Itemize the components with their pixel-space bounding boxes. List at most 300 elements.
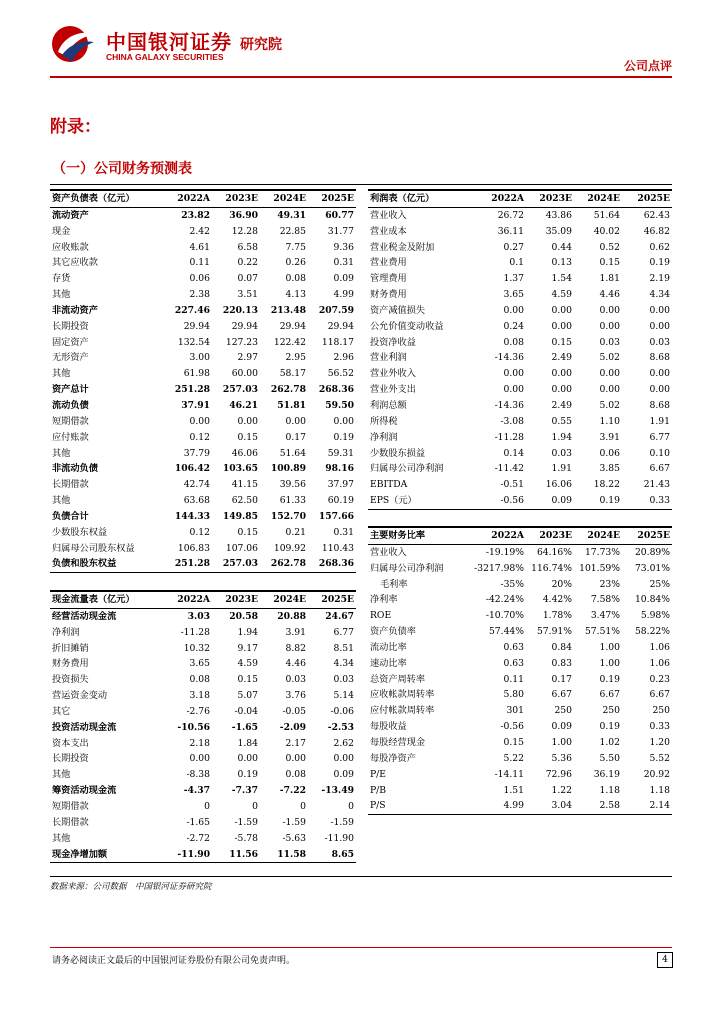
cell-value: 3.65: [503, 289, 524, 301]
cell-value: 118.17: [321, 336, 354, 348]
cell-value: 0.00: [599, 384, 620, 396]
cell-value: 0.12: [189, 526, 210, 538]
cell-value: 2.14: [649, 800, 670, 812]
table-title: 现金流量表（亿元）: [52, 594, 135, 605]
cell-value: 58.22%: [634, 626, 670, 638]
cell-value: -4.37: [183, 785, 210, 797]
table-row: [50, 446, 356, 462]
cell-value: 1.94: [551, 431, 572, 443]
cell-value: 250: [554, 705, 572, 717]
cell-value: 0: [300, 800, 306, 812]
table-row: [368, 751, 672, 767]
table-row: [368, 461, 672, 477]
cell-value: 0.24: [503, 320, 524, 332]
year-header: 2023E: [539, 530, 572, 541]
row-label: 归属母公司净利润: [370, 463, 444, 475]
section-divider: [50, 184, 672, 185]
table-row: [368, 319, 672, 335]
cell-value: 0.52: [599, 241, 620, 253]
row-label: 资产总计: [52, 384, 89, 396]
row-label: 其他: [52, 769, 71, 781]
year-header: 2025E: [637, 193, 670, 204]
table-row: [368, 624, 672, 640]
row-label: 少数股东权益: [52, 526, 108, 538]
cell-value: 62.43: [643, 209, 670, 221]
cell-value: 36.11: [497, 225, 524, 237]
table-row: [50, 430, 356, 446]
cell-value: 0.33: [649, 721, 670, 733]
cell-value: 0.00: [649, 320, 670, 332]
table-row: [368, 207, 672, 223]
cell-value: 3.91: [285, 626, 306, 638]
galaxy-logo-icon: [50, 22, 98, 66]
cell-value: 61.98: [183, 368, 210, 380]
cell-value: 20.58: [229, 610, 258, 622]
section-title: （一）公司财务预测表: [52, 161, 192, 177]
cell-value: 0.09: [551, 495, 572, 507]
cell-value: 0.03: [599, 336, 620, 348]
appendix-title: 附录：: [50, 117, 101, 137]
cell-value: 0.22: [237, 257, 258, 269]
cell-value: 0.00: [503, 368, 524, 380]
cell-value: 0.07: [237, 273, 258, 285]
cell-value: 37.91: [181, 399, 210, 411]
cell-value: 106.42: [174, 463, 210, 475]
cell-value: 2.58: [599, 800, 620, 812]
cell-value: 122.42: [273, 336, 306, 348]
cell-value: 6.77: [649, 431, 670, 443]
cell-value: 8.82: [285, 642, 306, 654]
cell-value: 0.17: [285, 431, 306, 443]
row-label: 长期借款: [52, 479, 89, 491]
cell-value: 101.59%: [579, 562, 620, 574]
row-label: 现金: [52, 225, 71, 237]
cell-value: 220.13: [222, 304, 258, 316]
cell-value: 0.15: [237, 526, 258, 538]
cell-value: 60.77: [325, 209, 354, 221]
cell-value: 2.49: [551, 352, 572, 364]
cell-value: -0.05: [282, 705, 306, 717]
cell-value: -2.09: [279, 721, 306, 733]
table-row: [368, 767, 672, 783]
year-header: 2024E: [587, 530, 620, 541]
cell-value: 5.07: [237, 690, 258, 702]
table-row: [368, 640, 672, 656]
row-label: 长期借款: [52, 816, 89, 828]
cell-value: 0.00: [551, 368, 572, 380]
cell-value: 0.27: [503, 241, 524, 253]
cell-value: 0.14: [503, 447, 524, 459]
cell-value: 0.1: [509, 257, 524, 269]
cell-value: 5.02: [599, 352, 620, 364]
table-row: [50, 641, 356, 657]
cell-value: 5.52: [649, 752, 670, 764]
cell-value: 2.62: [333, 737, 354, 749]
row-label: 非流动负债: [52, 463, 98, 475]
cell-value: 11.56: [229, 848, 258, 860]
row-label: 现金净增加额: [52, 848, 108, 860]
cell-value: 2.95: [285, 352, 306, 364]
cell-value: 18.22: [593, 479, 620, 491]
cell-value: 20.89%: [634, 546, 670, 558]
cell-value: 23%: [599, 578, 620, 590]
cell-value: 0.08: [285, 273, 306, 285]
cell-value: 6.67: [649, 689, 670, 701]
row-label: 投资净收益: [370, 336, 416, 348]
row-label: 长期投资: [52, 320, 89, 332]
row-label: 公允价值变动收益: [370, 320, 444, 332]
cell-value: 0.31: [333, 526, 354, 538]
row-label: 营业收入: [370, 209, 407, 221]
cell-value: 250: [652, 705, 670, 717]
row-label: 投资损失: [52, 674, 89, 686]
cell-value: 10.84%: [634, 594, 670, 606]
cell-value: 4.42%: [542, 594, 572, 606]
cell-value: 58.17: [279, 368, 306, 380]
cell-value: 0.15: [551, 336, 572, 348]
cell-value: 20%: [551, 578, 572, 590]
cell-value: 268.36: [318, 384, 354, 396]
cell-value: 1.54: [551, 273, 572, 285]
cell-value: 4.61: [189, 241, 210, 253]
table-row: [368, 430, 672, 446]
row-label: 其它: [52, 705, 71, 717]
cell-value: 98.16: [325, 463, 354, 475]
row-label: 财务费用: [52, 658, 89, 670]
cell-value: -0.56: [500, 721, 524, 733]
cash-flow-table: [50, 590, 356, 863]
cell-value: 0.12: [189, 431, 210, 443]
cell-value: 7.58%: [590, 594, 620, 606]
cell-value: 2.49: [551, 399, 572, 411]
cell-value: 0.23: [649, 673, 670, 685]
table-row: [50, 509, 356, 525]
cell-value: 25%: [649, 578, 670, 590]
row-label: 营业收入: [370, 546, 407, 558]
cell-value: 301: [506, 705, 524, 717]
cell-value: 0.19: [237, 769, 258, 781]
cell-value: 0: [252, 800, 258, 812]
cell-value: -35%: [500, 578, 524, 590]
table-row: [368, 414, 672, 430]
cell-value: -42.24%: [485, 594, 524, 606]
cell-value: 144.33: [174, 510, 210, 522]
row-label: 所得税: [370, 415, 398, 427]
row-label: P/B: [370, 784, 387, 796]
cell-value: 46.82: [643, 225, 670, 237]
cell-value: 73.01%: [634, 562, 670, 574]
row-label: 经营活动现金流: [52, 610, 117, 622]
table-row: [368, 672, 672, 688]
cell-value: -5.63: [282, 832, 306, 844]
table-row: [50, 831, 356, 847]
cell-value: 1.18: [599, 784, 620, 796]
table-row: [368, 608, 672, 624]
table-row: [50, 382, 356, 398]
table-row: [368, 477, 672, 493]
cell-value: 1.78%: [542, 610, 572, 622]
cell-value: 22.85: [279, 225, 306, 237]
cell-value: -14.36: [494, 399, 524, 411]
table-row: [50, 751, 356, 767]
table-row: [368, 366, 672, 382]
cell-value: 1.20: [649, 736, 670, 748]
cell-value: 2.17: [285, 737, 306, 749]
cell-value: -5.78: [234, 832, 258, 844]
cell-value: -11.90: [324, 832, 354, 844]
balance-sheet-table: [50, 189, 356, 573]
row-label: 营业税金及附加: [370, 241, 435, 253]
cell-value: 39.56: [279, 479, 306, 491]
tables-bottom-divider: [50, 876, 672, 877]
table-row: [50, 525, 356, 541]
cell-value: 0: [204, 800, 210, 812]
row-label: 归属母公司股东权益: [52, 542, 135, 554]
cell-value: -14.11: [494, 768, 524, 780]
table-header-row: [368, 190, 672, 207]
cell-value: 0.19: [599, 673, 620, 685]
cell-value: 3.76: [285, 690, 306, 702]
cell-value: 0.13: [551, 257, 572, 269]
cell-value: -1.59: [234, 816, 258, 828]
row-label: 流动负债: [52, 399, 89, 411]
table-row: [50, 815, 356, 831]
cell-value: 4.13: [285, 289, 306, 301]
row-label: 固定资产: [52, 336, 89, 348]
cell-value: 51.64: [593, 209, 620, 221]
cell-value: 116.74%: [531, 562, 572, 574]
table-row: [50, 608, 356, 624]
cell-value: 8.51: [333, 642, 354, 654]
cell-value: 0.19: [333, 431, 354, 443]
table-row: [50, 366, 356, 382]
cell-value: 0.10: [649, 447, 670, 459]
cell-value: -11.28: [494, 431, 524, 443]
cell-value: 262.78: [270, 384, 306, 396]
cell-value: 103.65: [222, 463, 258, 475]
table-row: [50, 303, 356, 319]
table-row: [50, 255, 356, 271]
cell-value: 1.02: [599, 736, 620, 748]
table-row: [368, 382, 672, 398]
row-label: 无形资产: [52, 352, 89, 364]
row-label: 流动资产: [52, 209, 89, 221]
cell-value: 0.00: [503, 384, 524, 396]
cell-value: 5.36: [551, 752, 572, 764]
cell-value: 51.64: [279, 447, 306, 459]
cell-value: 20.88: [277, 610, 306, 622]
cell-value: 1.84: [237, 737, 258, 749]
cell-value: 0.00: [503, 304, 524, 316]
cell-value: 0.00: [237, 415, 258, 427]
cell-value: 1.00: [551, 736, 572, 748]
row-label: 应付账款: [52, 431, 89, 443]
cell-value: 62.50: [231, 495, 258, 507]
cell-value: 0.26: [285, 257, 306, 269]
cell-value: 20.92: [643, 768, 670, 780]
cell-value: 56.52: [327, 368, 354, 380]
cell-value: 0.03: [649, 336, 670, 348]
cell-value: 0.00: [649, 304, 670, 316]
row-label: 存货: [52, 273, 71, 285]
cell-value: 0.44: [551, 241, 572, 253]
cell-value: 0.84: [551, 641, 572, 653]
cell-value: 0.31: [333, 257, 354, 269]
cell-value: 6.67: [599, 689, 620, 701]
cell-value: 0.15: [503, 736, 524, 748]
row-label: 筹资活动现金流: [52, 785, 117, 797]
row-label: 投资活动现金流: [52, 721, 117, 733]
row-label: 应收账款: [52, 241, 89, 253]
cell-value: 1.18: [649, 784, 670, 796]
cell-value: 0.00: [237, 753, 258, 765]
cell-value: 3.18: [189, 690, 210, 702]
cell-value: 2.19: [649, 273, 670, 285]
row-label: 折旧摊销: [52, 642, 89, 654]
cell-value: -3217.98%: [474, 562, 524, 574]
cell-value: 29.94: [231, 320, 258, 332]
cell-value: 8.65: [331, 848, 354, 860]
cell-value: 0.00: [551, 304, 572, 316]
row-label: 资本支出: [52, 737, 89, 749]
cell-value: 1.91: [649, 415, 670, 427]
table-row: [50, 414, 356, 430]
cell-value: 250: [602, 705, 620, 717]
row-label: 管理费用: [370, 273, 407, 285]
cell-value: 1.94: [237, 626, 258, 638]
table-row: [368, 577, 672, 593]
row-label: 营业费用: [370, 257, 407, 269]
row-label: 其他: [52, 368, 71, 380]
cell-value: 0.08: [285, 769, 306, 781]
cell-value: 0.15: [237, 431, 258, 443]
cell-value: 1.51: [503, 784, 524, 796]
cell-value: 0.00: [285, 415, 306, 427]
cell-value: 109.92: [273, 542, 306, 554]
cell-value: 0.21: [285, 526, 306, 538]
cell-value: 127.23: [225, 336, 258, 348]
row-label: 每股收益: [370, 721, 407, 733]
cell-value: 5.14: [333, 690, 354, 702]
table-row: [368, 335, 672, 351]
cell-value: 4.99: [503, 800, 524, 812]
cell-value: -1.65: [186, 816, 210, 828]
cell-value: 4.46: [285, 658, 306, 670]
row-label: 营业外收入: [370, 368, 416, 380]
row-label: 少数股东损益: [370, 447, 426, 459]
cell-value: -11.28: [180, 626, 210, 638]
cell-value: 4.59: [551, 289, 572, 301]
cell-value: 0.00: [599, 368, 620, 380]
cell-value: 51.81: [277, 399, 306, 411]
cell-value: 9.36: [333, 241, 354, 253]
cell-value: 0.15: [237, 674, 258, 686]
table-row: [368, 719, 672, 735]
cell-value: -11.42: [494, 463, 524, 475]
year-header: 2024E: [587, 193, 620, 204]
cell-value: 8.68: [649, 399, 670, 411]
row-label: P/S: [370, 800, 386, 812]
cell-value: 11.58: [277, 848, 306, 860]
disclaimer-text: 请务必阅读正文最后的中国银河证券股份有限公司免责声明。: [52, 956, 296, 966]
table-row: [50, 350, 356, 366]
cell-value: -0.51: [500, 479, 524, 491]
row-label: 其他: [52, 289, 71, 301]
cell-value: 21.43: [643, 479, 670, 491]
table-row: [368, 398, 672, 414]
cell-value: 10.32: [183, 642, 210, 654]
row-label: 每股净资产: [370, 752, 416, 764]
cell-value: 6.77: [333, 626, 354, 638]
cell-value: 3.51: [237, 289, 258, 301]
cell-value: 37.79: [183, 447, 210, 459]
cell-value: 3.00: [189, 352, 210, 364]
table-row: [50, 398, 356, 414]
cell-value: 60.00: [231, 368, 258, 380]
cell-value: 0.63: [503, 657, 524, 669]
table-row: [50, 767, 356, 783]
table-row: [368, 656, 672, 672]
cell-value: 0.08: [503, 336, 524, 348]
row-label: 其他: [52, 495, 71, 507]
table-row: [50, 556, 356, 572]
cell-value: 0: [348, 800, 354, 812]
cell-value: 5.98%: [640, 610, 670, 622]
cell-value: 1.00: [599, 657, 620, 669]
row-label: 其他: [52, 447, 71, 459]
table-row: [368, 240, 672, 256]
cell-value: 12.28: [231, 225, 258, 237]
row-label: 营业外支出: [370, 384, 416, 396]
table-row: [50, 319, 356, 335]
row-label: 毛利率: [380, 578, 408, 590]
table-row: [368, 271, 672, 287]
cell-value: 60.19: [327, 495, 354, 507]
table-header-row: [50, 190, 356, 207]
cell-value: 0.17: [551, 673, 572, 685]
cell-value: -2.72: [186, 832, 210, 844]
cell-value: 0.00: [551, 320, 572, 332]
cell-value: 4.34: [333, 658, 354, 670]
cell-value: -1.65: [231, 721, 258, 733]
cell-value: 213.48: [270, 304, 306, 316]
cell-value: 251.28: [174, 384, 210, 396]
cell-value: 0.03: [333, 674, 354, 686]
table-row: [50, 704, 356, 720]
cell-value: 0.19: [649, 257, 670, 269]
cell-value: -0.56: [500, 495, 524, 507]
cell-value: 24.67: [325, 610, 354, 622]
cell-value: 63.68: [183, 495, 210, 507]
row-label: 利润总额: [370, 399, 407, 411]
table-row: [50, 240, 356, 256]
cell-value: 0.09: [333, 769, 354, 781]
key-ratios-table: [368, 526, 672, 815]
cell-value: 0.00: [333, 415, 354, 427]
row-label: 净利率: [370, 594, 398, 606]
row-label: 资产减值损失: [370, 304, 426, 316]
cell-value: 1.37: [503, 273, 524, 285]
cell-value: -1.59: [282, 816, 306, 828]
cell-value: 5.50: [599, 752, 620, 764]
cell-value: 41.15: [231, 479, 258, 491]
cell-value: 132.54: [177, 336, 210, 348]
year-header: 2024E: [273, 193, 306, 204]
row-label: 负债合计: [52, 510, 89, 522]
cell-value: 46.06: [231, 447, 258, 459]
cell-value: 100.89: [270, 463, 306, 475]
cell-value: -19.19%: [485, 546, 524, 558]
